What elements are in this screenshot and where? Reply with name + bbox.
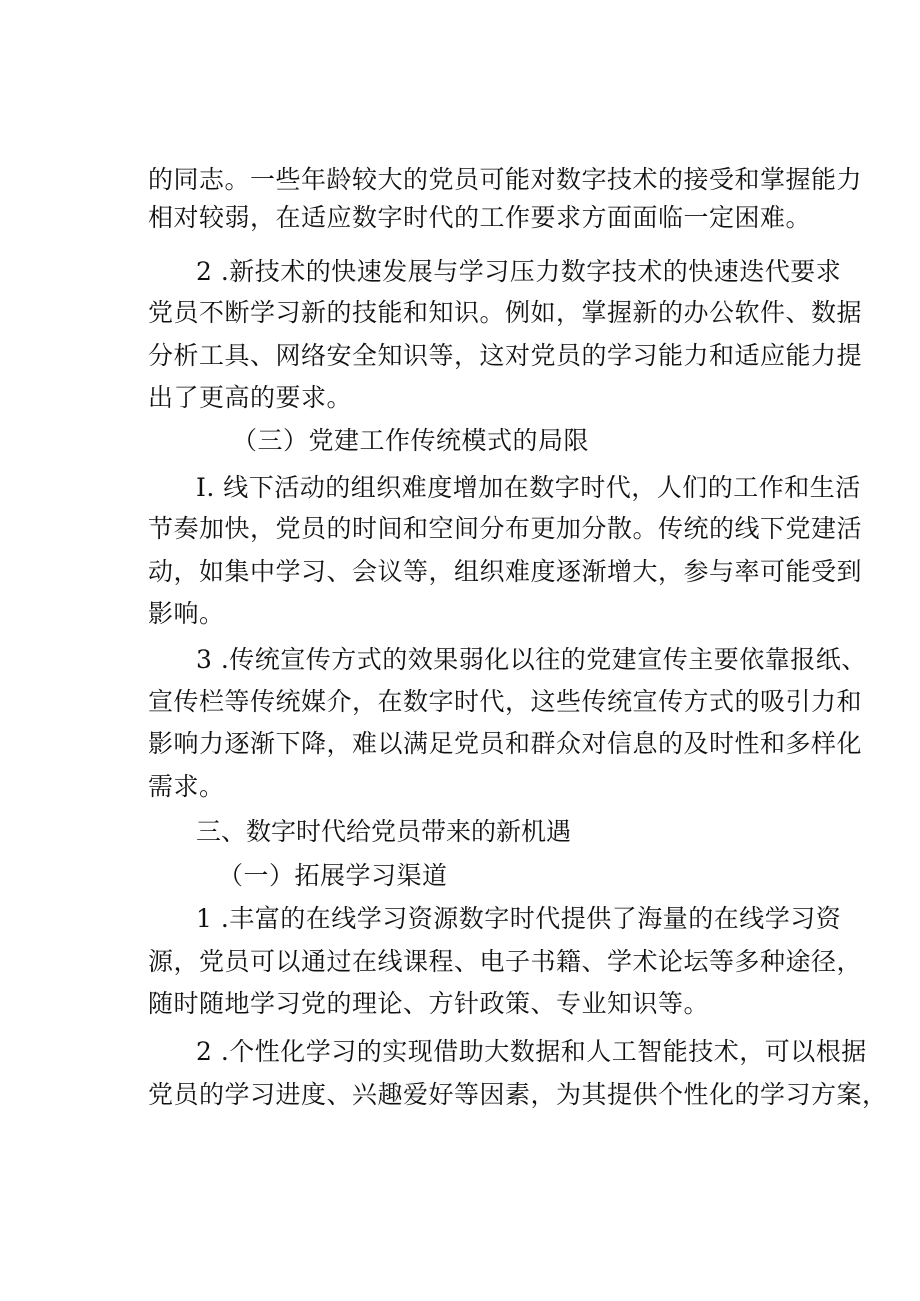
paragraph-line: 党员的学习进度、兴趣爱好等因素，为其提供个性化的学习方案， bbox=[148, 1080, 888, 1109]
paragraph-line: 2 .新技术的快速发展与学习压力数字技术的快速迭代要求 bbox=[196, 257, 842, 286]
paragraph-line: 出了更高的要求。 bbox=[148, 383, 353, 412]
paragraph-line: 随时随地学习党的理论、方针政策、专业知识等。 bbox=[148, 989, 710, 1018]
paragraph-line: I. 线下活动的组织难度增加在数字时代，人们的工作和生活 bbox=[196, 473, 861, 502]
paragraph-line: 2 .个性化学习的实现借助大数据和人工智能技术，可以根据 bbox=[196, 1037, 867, 1066]
paragraph-line: 党员不断学习新的技能和知识。例如，掌握新的办公软件、数据 bbox=[148, 298, 863, 327]
paragraph-line: 相对较弱，在适应数字时代的工作要求方面面临一定困难。 bbox=[148, 203, 812, 232]
paragraph-line: 源，党员可以通过在线课程、电子书籍、学术论坛等多种途径， bbox=[148, 947, 863, 976]
paragraph-line: 影响力逐渐下降，难以满足党员和群众对信息的及时性和多样化 bbox=[148, 729, 863, 758]
paragraph-line: 影响。 bbox=[148, 599, 225, 628]
paragraph-line: 的同志。一些年龄较大的党员可能对数字技术的接受和掌握能力 bbox=[148, 165, 863, 194]
paragraph-line: 1 .丰富的在线学习资源数字时代提供了海量的在线学习资 bbox=[196, 904, 842, 933]
section-subheading: （一）拓展学习渠道 bbox=[218, 861, 448, 890]
section-subheading: （三）党建工作传统模式的局限 bbox=[232, 426, 590, 455]
paragraph-line: 分析工具、网络安全知识等，这对党员的学习能力和适应能力提 bbox=[148, 341, 863, 370]
paragraph-line: 3 .传统宣传方式的效果弱化以往的党建宣传主要依靠报纸、 bbox=[196, 645, 867, 674]
section-heading: 三、数字时代给党员带来的新机遇 bbox=[196, 817, 572, 846]
paragraph-line: 节奏加快，党员的时间和空间分布更加分散。传统的线下党建活 bbox=[148, 514, 863, 543]
paragraph-line: 需求。 bbox=[148, 772, 225, 801]
paragraph-line: 宣传栏等传统媒介，在数字时代，这些传统宣传方式的吸引力和 bbox=[148, 687, 863, 716]
paragraph-line: 动，如集中学习、会议等，组织难度逐渐增大，参与率可能受到 bbox=[148, 557, 863, 586]
